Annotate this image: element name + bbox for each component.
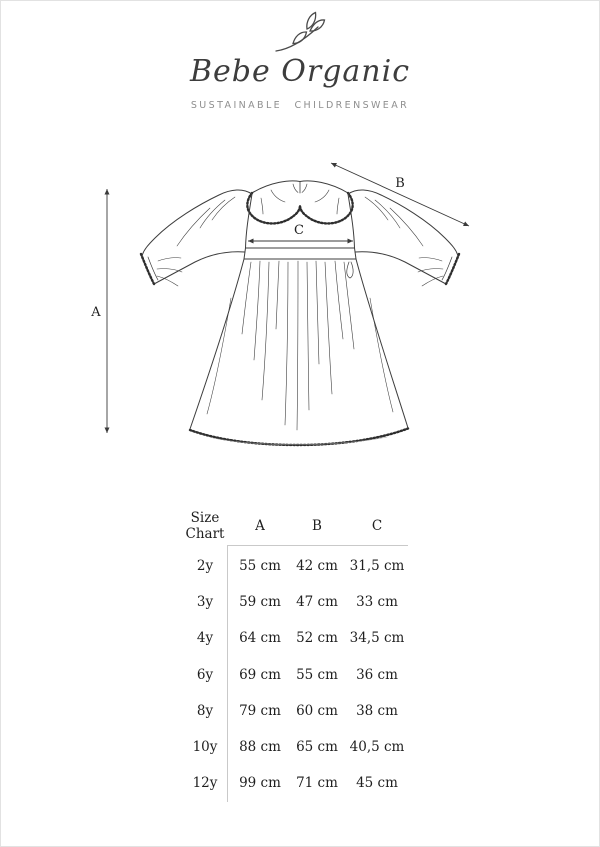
size-chart-title-line2: Chart (185, 525, 225, 542)
value-cell-a: 79 cm (239, 702, 281, 719)
column-header-b: B (312, 517, 322, 534)
dimension-label-b: B (395, 176, 405, 191)
value-cell-b: 47 cm (296, 594, 338, 611)
size-chart-body (178, 545, 408, 801)
dress-skirt (190, 259, 408, 445)
table-row (178, 620, 408, 656)
value-cell-b: 52 cm (296, 630, 338, 647)
table-row (178, 765, 408, 801)
table-row (178, 729, 408, 765)
size-cell: 4y (196, 630, 214, 647)
value-cell-a: 59 cm (239, 594, 281, 611)
value-cell-c: 38 cm (356, 702, 398, 719)
value-cell-a: 64 cm (239, 630, 281, 647)
size-chart-header (178, 506, 408, 545)
sprig-branch-icon (273, 10, 327, 56)
dress-right-sleeve (348, 190, 459, 286)
value-cell-a: 99 cm (239, 775, 281, 792)
value-cell-b: 60 cm (296, 702, 338, 719)
dress-neckline (252, 181, 348, 193)
value-cell-b: 65 cm (296, 739, 338, 756)
table-row (178, 584, 408, 620)
size-cell: 8y (196, 702, 214, 719)
value-cell-c: 45 cm (356, 775, 398, 792)
dress-sketch (141, 181, 459, 445)
size-chart-title-line1: Size (190, 509, 220, 526)
dimension-label-a: A (91, 305, 101, 320)
value-cell-c: 36 cm (356, 666, 398, 683)
value-cell-c: 31,5 cm (349, 558, 405, 575)
value-cell-b: 55 cm (296, 666, 338, 683)
dress-left-sleeve (141, 190, 252, 286)
size-cell: 2y (196, 558, 214, 575)
table-row (178, 657, 408, 693)
dress-collar (247, 190, 352, 223)
size-cell: 3y (196, 594, 214, 611)
brand-name: Bebe Organic (189, 54, 411, 89)
column-header-c: C (371, 517, 383, 534)
value-cell-a: 55 cm (239, 558, 281, 575)
size-chart-title (178, 510, 232, 542)
table-row (178, 693, 408, 729)
size-cell: 6y (196, 666, 214, 683)
brand-tagline: SUSTAINABLE CHILDRENSWEAR (190, 100, 410, 111)
value-cell-c: 34,5 cm (349, 630, 405, 647)
value-cell-a: 69 cm (239, 666, 281, 683)
table-row (178, 548, 408, 584)
size-cell: 10y (192, 739, 218, 756)
value-cell-c: 33 cm (356, 594, 398, 611)
value-cell-b: 42 cm (296, 558, 338, 575)
value-cell-b: 71 cm (296, 775, 338, 792)
value-cell-c: 40,5 cm (349, 739, 405, 756)
column-header-a: A (255, 517, 265, 534)
value-cell-a: 88 cm (239, 739, 281, 756)
dress-diagram (85, 148, 505, 460)
size-cell: 12y (192, 775, 218, 792)
dimension-label-c: C (294, 223, 304, 238)
